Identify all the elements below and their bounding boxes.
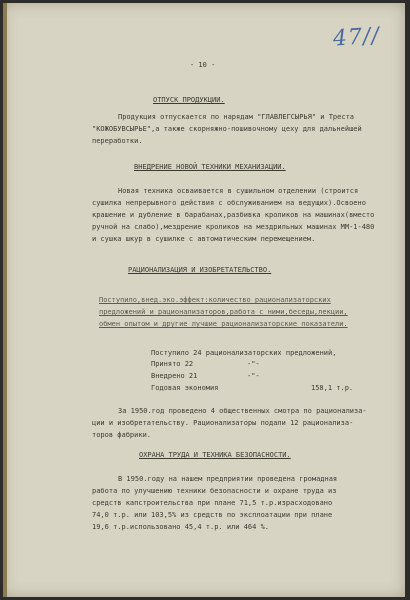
paragraph-line: обмен опытом и другие лучшие рационализаторские показатели.: [99, 320, 348, 328]
document-page: [3, 3, 405, 597]
stats-row-implemented: Внедрено 21: [151, 372, 198, 380]
stats-row-accepted: Принято 22: [151, 360, 194, 368]
section-title-labor-safety: ОХРАНА ТРУДА И ТЕХНИКА БЕЗОПАСНОСТИ.: [139, 451, 291, 459]
paragraph-line: Новая техника осваивается в сушильном отделении (строится: [118, 187, 359, 195]
paragraph-line: торов фабрики.: [92, 431, 152, 439]
paragraph-line: "КОЖОБУВСЫРЬЕ",а также скорняжно-пошивочному цеху для дальнейшей: [92, 125, 362, 133]
paragraph-line: предложений и рационализаторов,работа с ними,беседы,лекции,: [99, 308, 348, 316]
paragraph-line: переработки.: [92, 137, 143, 145]
paragraph-line: Поступило,внед.эко.эффект:количество рационализаторских: [99, 296, 331, 304]
handwritten-folio-number: 47//: [332, 23, 381, 52]
ditto-mark: -"-: [247, 360, 260, 368]
paragraph-line: Продукция отпускается по нарядам "ГЛАВЛЕГСЫРЬЯ" и Треста: [118, 113, 355, 121]
paragraph-line: За 1950.год проведено 4 общественных смотра по рационализа-: [118, 407, 367, 415]
section-title-product-release: ОТПУСК ПРОДУКЦИИ.: [153, 96, 225, 104]
paragraph-line: 19,6 т.р.использовано 45,4 т.р. или 464 %.: [92, 523, 270, 531]
paragraph-line: работа по улучшению техники безопасности и охране труда из: [92, 487, 337, 495]
paragraph-line: 74,0 т.р. или 103,5% из средств по эксплоатации при плане: [92, 511, 333, 519]
paragraph-line: В 1950.году на нашем предприятии проведена громадная: [118, 475, 338, 483]
paragraph-line: и сушка шкур в сушилке с автоматическим перемещением.: [92, 235, 316, 243]
paragraph-line: ручной на слабо),мездрение кроликов на мездрильных машинах ММ-1-480: [92, 223, 375, 231]
stats-row-savings-value: 158,1 т.р.: [311, 384, 354, 392]
stats-row-savings-label: Годовая экономия: [151, 384, 219, 392]
paragraph-line: крашение и дубление в барабанах,разбивка кроликов на машинах(вместо: [92, 211, 375, 219]
paragraph-line: средств капстроительства при плане 71,5 т.р.израсходовано: [92, 499, 333, 507]
ditto-mark: -"-: [247, 372, 260, 380]
section-title-new-technology: ВНЕДРЕНИЕ НОВОЙ ТЕХНИКИ МЕХАНИЗАЦИИ.: [134, 163, 286, 171]
section-title-rationalization: РАЦИОНАЛИЗАЦИЯ И ИЗОБРЕТАТЕЛЬСТВО.: [128, 266, 272, 274]
paragraph-line: сушилка непрерывного действия с обслуживанием на ведущих).Освоено: [92, 199, 366, 207]
paragraph-line: ции и изобретательству. Рационализаторы подали 12 рационализа-: [92, 419, 354, 427]
binding-edge: [3, 3, 7, 597]
page-number: - 10 -: [190, 61, 216, 69]
stats-row-submitted: Поступило 24 рационализаторских предложений,: [151, 349, 337, 357]
